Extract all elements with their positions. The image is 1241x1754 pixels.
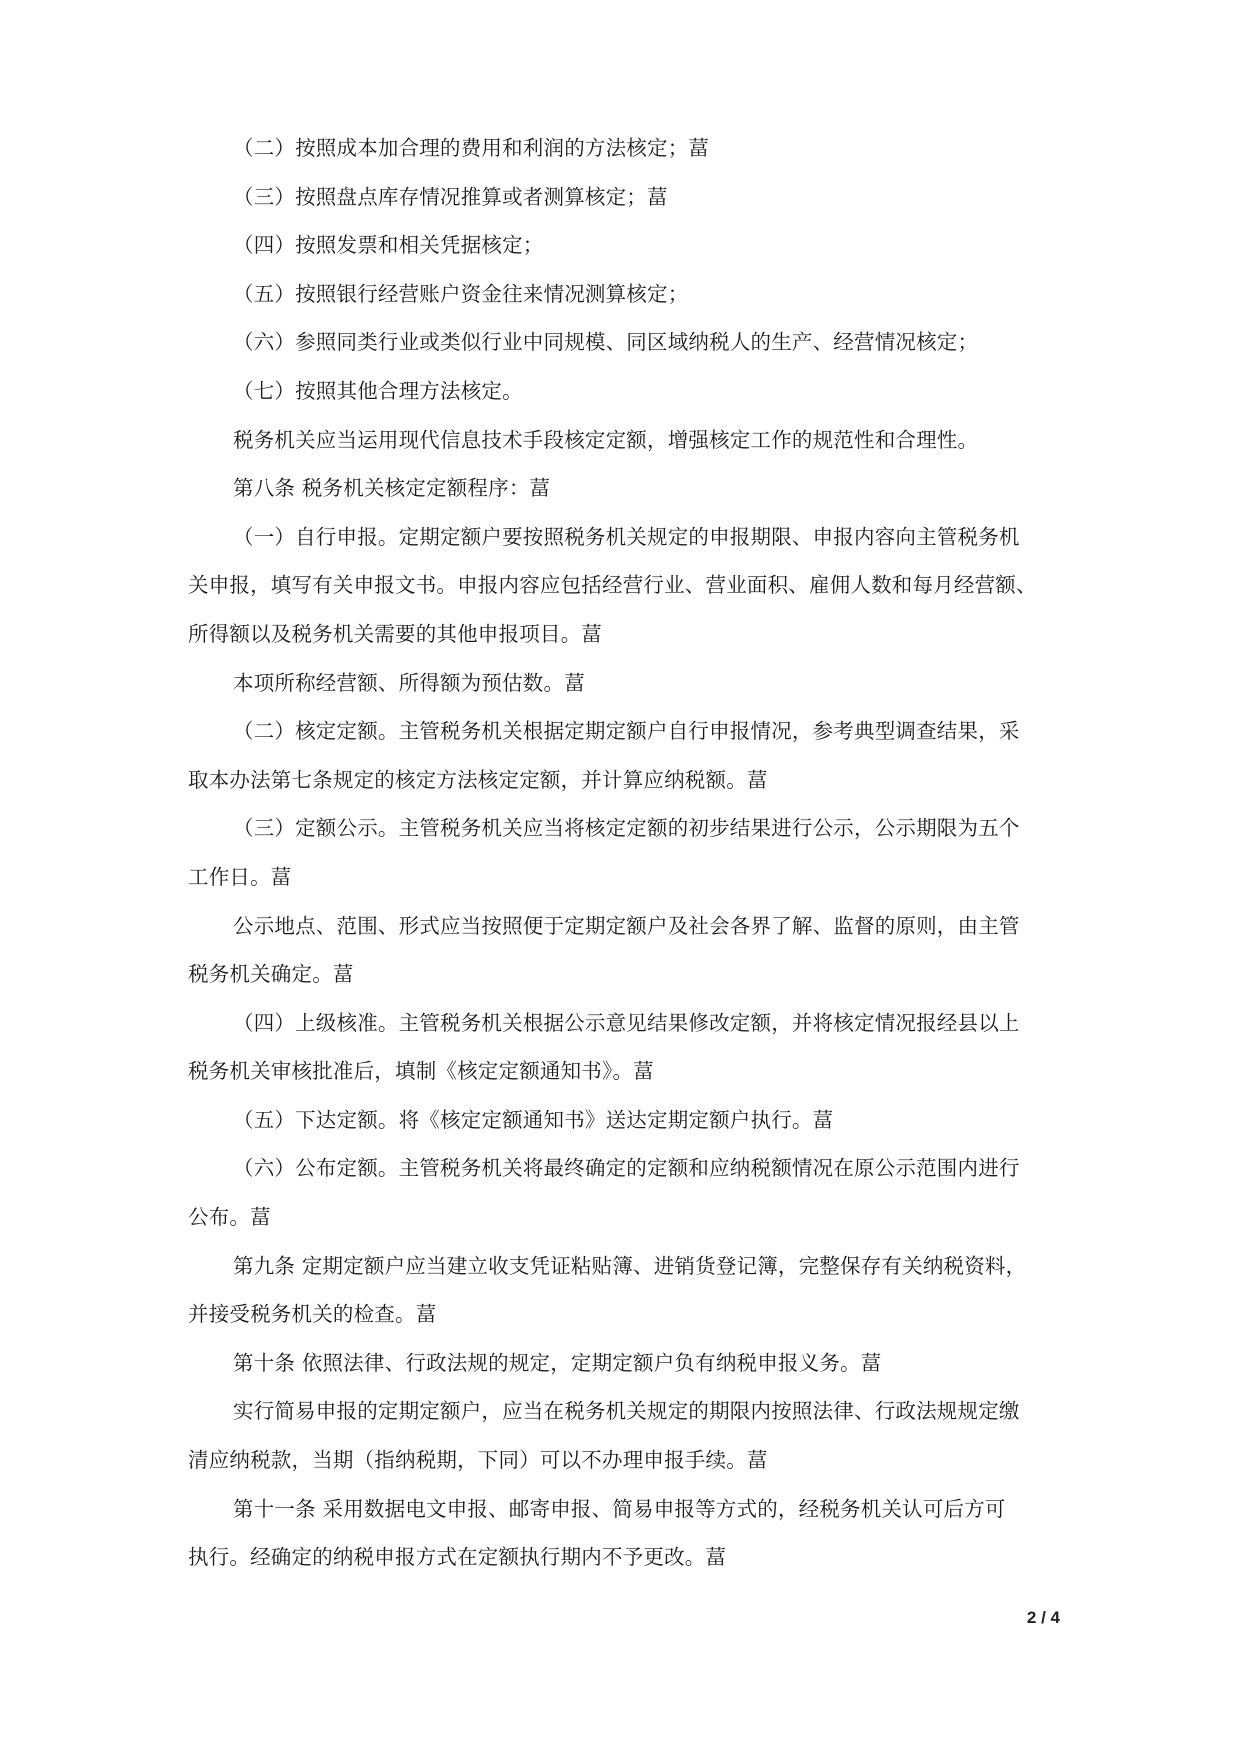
paragraph (188, 999, 1063, 1096)
text-line: 税务机关确定。葍 (188, 962, 354, 987)
text-line: 关申报，填写有关申报文书。申报内容应包括经营行业、营业面积、雇佣人数和每月经营额、 (188, 573, 1037, 598)
paragraph (188, 1387, 1063, 1484)
text-line: 第十一条 采用数据电文申报、邮寄申报、简易申报等方式的，经税务机关认可后方可 (233, 1496, 1006, 1521)
text-line: 第十条 依照法律、行政法规的规定，定期定额户负有纳税申报义务。葍 (233, 1350, 882, 1375)
text-line: 清应纳税款，当期（指纳税期，下同）可以不办理申报手续。葍 (188, 1448, 768, 1473)
text-line: 第九条 定期定额户应当建立收支凭证粘贴簿、进销货登记簿，完整保存有关纳税资料， (233, 1253, 1027, 1278)
text-line: （五）下达定额。将《核定定额通知书》送达定期定额户执行。葍 (233, 1107, 834, 1132)
paragraph (188, 513, 1063, 659)
text-line: 公示地点、范围、形式应当按照便于定期定额户及社会各界了解、监督的原则，由主管 (233, 913, 1020, 938)
paragraph (188, 707, 1063, 804)
text-line: （一）自行申报。定期定额户要按照税务机关规定的申报期限、申报内容向主管税务机 (233, 524, 1020, 549)
paragraph (188, 1096, 1063, 1145)
text-line: （六）公布定额。主管税务机关将最终确定的定额和应纳税额情况在原公示范围内进行 (233, 1156, 1020, 1181)
text-line: 实行简易申报的定期定额户，应当在税务机关规定的期限内按照法律、行政法规规定缴 (233, 1399, 1020, 1424)
paragraph (188, 464, 1063, 513)
text-line: （三）按照盘点库存情况推算或者测算核定；葍 (233, 184, 668, 209)
paragraph (188, 221, 1063, 270)
paragraph (188, 902, 1063, 999)
text-line: （七）按照其他合理方法核定。 (233, 378, 523, 403)
page-number: 2 / 4 (1026, 1608, 1060, 1627)
paragraph (188, 416, 1063, 465)
text-line: 并接受税务机关的检查。葍 (188, 1302, 437, 1327)
paragraph (188, 804, 1063, 901)
paragraph (188, 1339, 1063, 1388)
text-line: （四）上级核准。主管税务机关根据公示意见结果修改定额，并将核定情况报经县以上 (233, 1010, 1020, 1035)
paragraph (188, 1144, 1063, 1241)
text-line: 第八条 税务机关核定定额程序：葍 (233, 476, 551, 501)
paragraph (188, 270, 1063, 319)
paragraph (188, 173, 1063, 222)
text-line: 公布。葍 (188, 1205, 271, 1230)
text-line: 工作日。葍 (188, 864, 292, 889)
text-line: （三）定额公示。主管税务机关应当将核定定额的初步结果进行公示，公示期限为五个 (233, 816, 1020, 841)
text-line: 税务机关应当运用现代信息技术手段核定定额，增强核定工作的规范性和合理性。 (233, 427, 979, 452)
text-line: 取本办法第七条规定的核定方法核定定额，并计算应纳税额。葍 (188, 767, 768, 792)
document-body (188, 124, 1063, 1582)
text-line: （六）参照同类行业或类似行业中同规模、同区域纳税人的生产、经营情况核定； (233, 330, 979, 355)
paragraph (188, 1485, 1063, 1582)
text-line: （四）按照发票和相关凭据核定； (233, 233, 544, 258)
paragraph (188, 659, 1063, 708)
paragraph (188, 318, 1063, 367)
text-line: 所得额以及税务机关需要的其他申报项目。葍 (188, 621, 602, 646)
text-line: （五）按照银行经营账户资金往来情况测算核定； (233, 281, 689, 306)
text-line: （二）核定定额。主管税务机关根据定期定额户自行申报情况，参考典型调查结果，采 (233, 719, 1020, 744)
paragraph (188, 124, 1063, 173)
text-line: 执行。经确定的纳税申报方式在定额执行期内不予更改。葍 (188, 1545, 727, 1570)
text-line: 税务机关审核批准后，填制《核定定额通知书》。葍 (188, 1059, 654, 1084)
paragraph (188, 367, 1063, 416)
paragraph (188, 1242, 1063, 1339)
text-line: 本项所称经营额、所得额为预估数。葍 (233, 670, 585, 695)
text-line: （二）按照成本加合理的费用和利润的方法核定；葍 (233, 136, 710, 160)
